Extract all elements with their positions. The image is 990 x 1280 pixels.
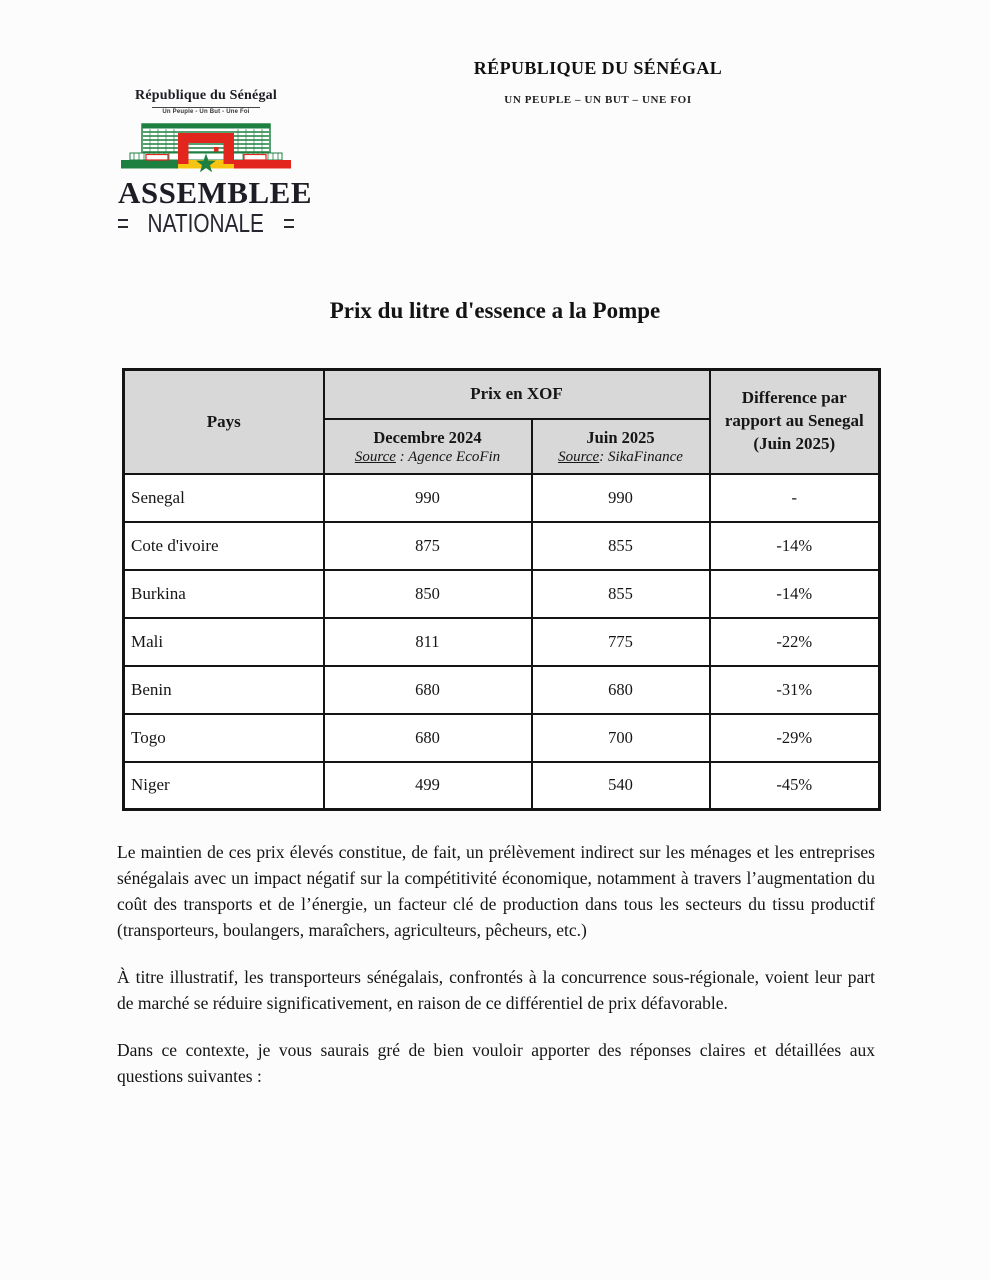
- cell-dec2024: 990: [324, 474, 532, 522]
- price-table: [122, 368, 881, 811]
- logo-nationale-word: NATIONALE: [147, 208, 265, 238]
- paragraph-3: Dans ce contexte, je vous saurais gré de bien vouloir apporter des réponses claires et détaillées aux questions suivantes :: [117, 1040, 875, 1086]
- cell-dec2024: 875: [324, 522, 532, 570]
- cell-pays: Senegal: [124, 474, 324, 522]
- cell-juin2025: 680: [532, 666, 710, 714]
- cell-pays: Benin: [124, 666, 324, 714]
- cell-juin2025: 855: [532, 522, 710, 570]
- logo-small-motto: Un Peuple - Un But - Une Foi: [162, 109, 250, 115]
- page-title: Prix du litre d'essence a la Pompe: [329, 298, 661, 323]
- parliament-building-icon: [121, 118, 291, 176]
- logo-divider: [152, 107, 260, 108]
- cell-juin2025: 540: [532, 762, 710, 810]
- col-header-juin2025: [532, 419, 710, 474]
- table-row: [124, 474, 880, 522]
- logo-republic-label: République du Sénégal: [135, 88, 277, 103]
- cell-difference: -14%: [710, 522, 880, 570]
- cell-pays: Mali: [124, 618, 324, 666]
- republic-title: RÉPUBLIQUE DU SÉNÉGAL: [473, 58, 723, 78]
- cell-pays: Burkina: [124, 570, 324, 618]
- paragraph-1: Le maintien de ces prix élevés constitue, de fait, un prélèvement indirect sur les ménages et les entreprises sénégalais avec un impact négatif sur la compétitivité économique, notamment à travers l’augmentation du coût des transports et de l’énergie, un facteur clé de production dans tous les secteurs du tissu productif (transporteurs, boulangers, maraîchers, agriculteurs, pêcheurs, etc.): [117, 842, 875, 940]
- price-table-container: [122, 368, 881, 811]
- national-header: [206, 58, 990, 106]
- table-row: [124, 762, 880, 810]
- table-row: [124, 666, 880, 714]
- cell-difference: -29%: [710, 714, 880, 762]
- cell-dec2024: 680: [324, 666, 532, 714]
- dec2024-source: Source : Agence EcoFin: [354, 448, 501, 465]
- juin2025-label: Juin 2025: [586, 427, 655, 447]
- cell-juin2025: 990: [532, 474, 710, 522]
- logo-nationale-row: [118, 210, 294, 236]
- paragraph-2: À titre illustratif, les transporteurs sénégalais, confrontés à la concurrence sous-régionale, voient leur part de marché se réduire significativement, en raison de ce différentiel de prix défavorable.: [117, 967, 875, 1013]
- cell-pays: Togo: [124, 714, 324, 762]
- col-header-difference: Difference par rapport au Senegal (Juin 2025): [710, 370, 880, 474]
- cell-difference: -22%: [710, 618, 880, 666]
- table-row: [124, 714, 880, 762]
- cell-juin2025: 700: [532, 714, 710, 762]
- cell-dec2024: 850: [324, 570, 532, 618]
- dec2024-label: Decembre 2024: [373, 427, 482, 447]
- cell-pays: Niger: [124, 762, 324, 810]
- col-header-price-group: Prix en XOF: [324, 370, 710, 419]
- cell-juin2025: 855: [532, 570, 710, 618]
- cell-pays: Cote d'ivoire: [124, 522, 324, 570]
- cell-juin2025: 775: [532, 618, 710, 666]
- equals-mark-right: [284, 219, 294, 228]
- cell-difference: -14%: [710, 570, 880, 618]
- cell-dec2024: 811: [324, 618, 532, 666]
- table-row: [124, 618, 880, 666]
- table-row: [124, 570, 880, 618]
- body-text: [117, 839, 875, 1110]
- cell-difference: -31%: [710, 666, 880, 714]
- table-row: [124, 522, 880, 570]
- col-header-dec2024: [324, 419, 532, 474]
- cell-dec2024: 680: [324, 714, 532, 762]
- logo-assemblee-word: ASSEMBLEE: [118, 175, 313, 210]
- cell-difference: -45%: [710, 762, 880, 810]
- national-motto: UN PEUPLE – UN BUT – UNE FOI: [504, 94, 692, 106]
- assembly-logo: [118, 88, 313, 238]
- juin2025-source: Source: SikaFinance: [558, 448, 683, 465]
- cell-dec2024: 499: [324, 762, 532, 810]
- cell-difference: -: [710, 474, 880, 522]
- building-roofline: [142, 124, 270, 129]
- equals-mark-left: [118, 219, 128, 228]
- col-header-pays: Pays: [124, 370, 324, 474]
